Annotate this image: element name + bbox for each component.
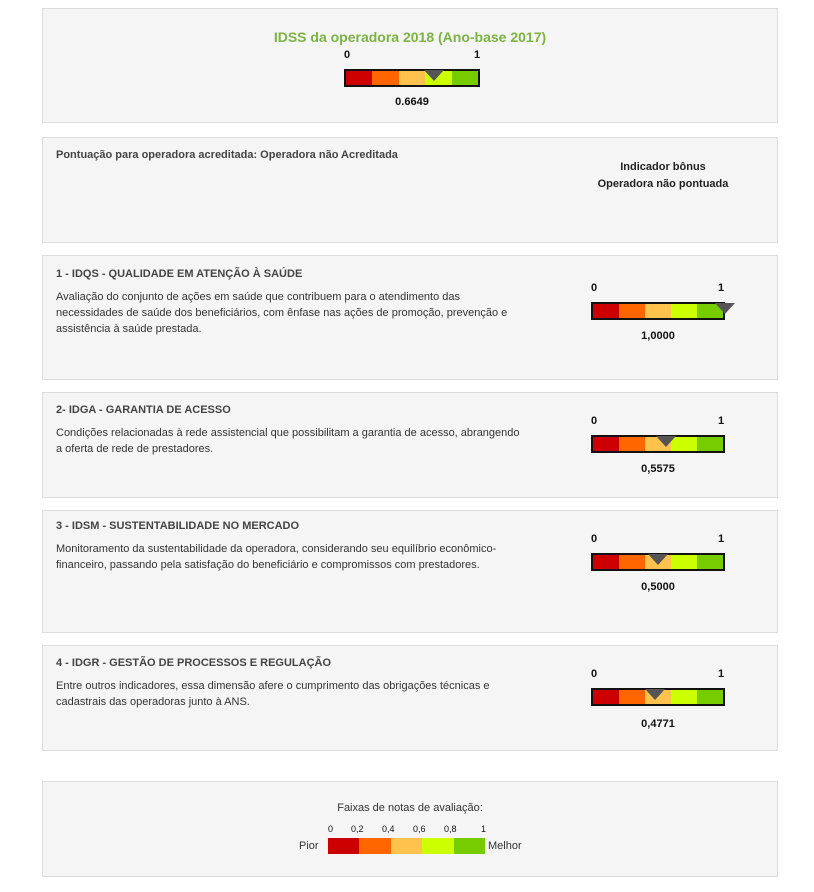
scale-max-label: 1 (718, 533, 725, 545)
overall-score-value: 0.6649 (395, 96, 429, 108)
scale-min-label: 0 (591, 415, 598, 427)
legend-best-label: Melhor (488, 840, 522, 852)
legend-swatch-3 (391, 838, 422, 854)
scale-max-label: 1 (474, 49, 481, 61)
section-score-value: 0,5575 (641, 463, 675, 475)
legend-swatch-1 (328, 838, 359, 854)
overall-gauge-bar (344, 69, 480, 87)
section-idqs (42, 255, 778, 380)
overall-gauge-marker (424, 70, 444, 81)
gauge-segment-5 (697, 690, 723, 704)
section-description: Condições relacionadas à rede assistencial que possibilitam a garantia de acesso, abrangendo a oferta de rede de prestadores. (56, 427, 520, 455)
bonus-indicator (583, 159, 743, 193)
accreditation-panel (42, 137, 778, 243)
section-description: Avaliação do conjunto de ações em saúde que contribuem para o atendimento das necessidades de saúde dos beneficiários, com ênfase nas ações de promoção, prevenção e assistência à saúde prestada. (56, 291, 508, 335)
section-description: Monitoramento da sustentabilidade da operadora, considerando seu equilíbrio econômico-financeiro, passando pela satisfação do beneficiário e compromissos com prestadores. (56, 543, 497, 571)
gauge-segment-2 (372, 71, 398, 85)
gauge-segment-2 (619, 690, 645, 704)
gauge-segment-3 (645, 304, 671, 318)
legend-swatch-2 (359, 838, 390, 854)
gauge-segment-5 (697, 555, 723, 569)
legend-tick: 0 (328, 824, 334, 834)
gauge-segment-1 (593, 555, 619, 569)
gauge-segment-1 (593, 690, 619, 704)
idsm-gauge-marker (648, 554, 668, 565)
legend-tick: 0,4 (382, 824, 395, 834)
section-idgr (42, 645, 778, 751)
scale-max-label: 1 (718, 282, 725, 294)
gauge-segment-1 (346, 71, 372, 85)
section-title: 2- IDGA - GARANTIA DE ACESSO (56, 404, 231, 416)
idga-gauge-marker (656, 436, 676, 447)
rating-legend-panel (42, 781, 778, 877)
section-idsm (42, 510, 778, 633)
gauge-segment-2 (619, 555, 645, 569)
idqs-gauge-marker (715, 303, 735, 314)
gauge-segment-4 (671, 690, 697, 704)
scale-min-label: 0 (591, 282, 598, 294)
scale-max-label: 1 (718, 415, 725, 427)
gauge-segment-5 (697, 437, 723, 451)
section-description: Entre outros indicadores, essa dimensão afere o cumprimento das obrigações técnicas e cadastrais das operadoras junto à ANS. (56, 680, 490, 708)
gauge-segment-2 (619, 437, 645, 451)
bonus-title: Indicador bônus (620, 161, 706, 173)
gauge-segment-3 (399, 71, 425, 85)
legend-tick: 0,6 (413, 824, 426, 834)
section-idga (42, 392, 778, 498)
section-title: 1 - IDQS - QUALIDADE EM ATENÇÃO À SAÚDE (56, 268, 303, 280)
overall-score-panel (42, 8, 778, 123)
scale-min-label: 0 (591, 533, 598, 545)
gauge-segment-4 (671, 555, 697, 569)
legend-worst-label: Pior (299, 840, 319, 852)
legend-tick: 0,8 (444, 824, 457, 834)
legend-swatch-5 (454, 838, 485, 854)
gauge-segment-5 (452, 71, 478, 85)
scale-max-label: 1 (718, 668, 725, 680)
legend-tick: 0,2 (351, 824, 364, 834)
section-score-value: 0,4771 (641, 718, 675, 730)
gauge-segment-1 (593, 437, 619, 451)
section-title: 3 - IDSM - SUSTENTABILIDADE NO MERCADO (56, 520, 300, 532)
scale-min-label: 0 (344, 49, 351, 61)
gauge-segment-2 (619, 304, 645, 318)
scale-min-label: 0 (591, 668, 598, 680)
section-score-value: 0,5000 (641, 581, 675, 593)
accreditation-text: Pontuação para operadora acreditada: Operadora não Acreditada (56, 149, 398, 161)
gauge-segment-4 (671, 304, 697, 318)
gauge-segment-1 (593, 304, 619, 318)
legend-tick: 1 (481, 824, 487, 834)
section-score-value: 1,0000 (641, 330, 675, 342)
idqs-gauge-bar (591, 302, 725, 320)
overall-title: IDSS da operadora 2018 (Ano-base 2017) (273, 29, 547, 45)
legend-title: Faixas de notas de avaliação: (337, 802, 483, 814)
legend-swatch-4 (422, 838, 453, 854)
section-title: 4 - IDGR - GESTÃO DE PROCESSOS E REGULAÇÃO (56, 657, 332, 669)
idgr-gauge-marker (645, 689, 665, 700)
legend-color-bar (328, 838, 485, 854)
bonus-status: Operadora não pontuada (597, 178, 729, 190)
